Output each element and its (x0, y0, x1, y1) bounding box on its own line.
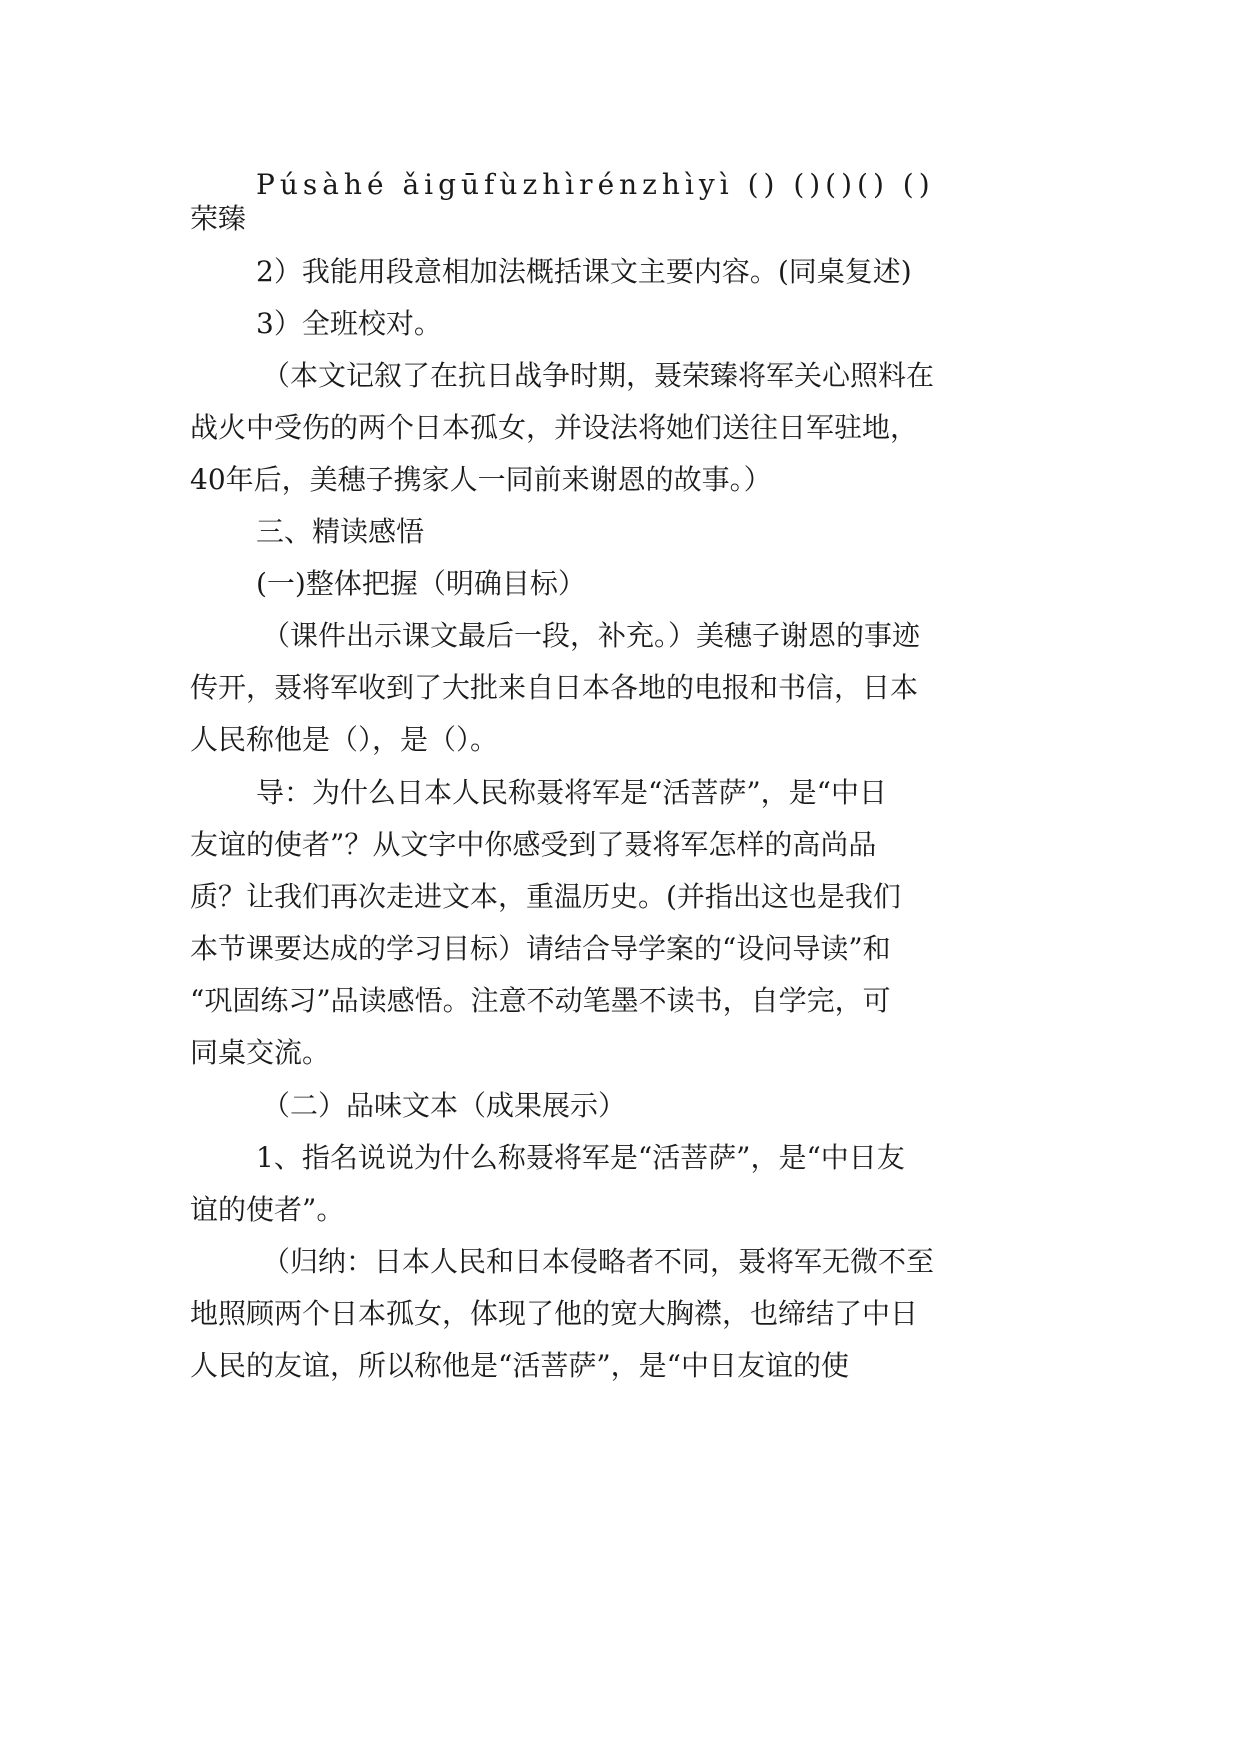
text-line: 荣臻 (190, 202, 247, 235)
text-line: 人民的友谊，所以称他是“活菩萨”，是“中日友谊的使 (190, 1349, 849, 1382)
text-line: 质？让我们再次走进文本，重温历史。(并指出这也是我们 (190, 880, 901, 913)
text-line: 战火中受伤的两个日本孤女，并设法将她们送往日军驻地， (190, 411, 919, 444)
subsection-heading: (一)整体把握（明确目标） (256, 567, 586, 600)
text-line: 谊的使者”。 (190, 1193, 345, 1226)
text-line: 本节课要达成的学习目标）请结合导学案的“设问导读”和 (190, 932, 891, 965)
text-line: “巩固练习”品读感悟。注意不动笔墨不读书，自学完，可 (190, 984, 891, 1017)
text-line: 地照顾两个日本孤女，体现了他的宽大胸襟，也缔结了中日 (190, 1297, 919, 1330)
subsection-heading: （二）品味文本（成果展示） (262, 1089, 627, 1122)
section-heading: 三、精读感悟 (256, 515, 425, 548)
text-line: 导：为什么日本人民称聂将军是“活菩萨”，是“中日 (256, 776, 887, 809)
text-line: （课件出示课文最后一段，补充。）美穗子谢恩的事迹 (262, 619, 921, 652)
text-line: 40年后，美穗子携家人一同前来谢恩的故事。） (190, 463, 772, 496)
text-line: 3）全班校对。 (256, 307, 442, 340)
text-line: （本文记叙了在抗日战争时期，聂荣臻将军关心照料在 (262, 359, 935, 392)
text-line: （归纳：日本人民和日本侵略者不同，聂将军无微不至 (262, 1245, 935, 1278)
text-line: 2）我能用段意相加法概括课文主要内容。(同桌复述) (256, 255, 912, 288)
text-line: 人民称他是（），是（）。 (190, 723, 499, 756)
text-line: 同桌交流。 (190, 1036, 331, 1069)
text-line: 1、指名说说为什么称聂将军是“活菩萨”，是“中日友 (256, 1141, 905, 1174)
text-line: 传开，聂将军收到了大批来自日本各地的电报和书信，日本 (190, 671, 919, 704)
pinyin-line: Púsàhé ǎigūfùzhìrénzhìyì () ()()() () (256, 168, 935, 201)
text-line: 友谊的使者”？从文字中你感受到了聂将军怎样的高尚品 (190, 828, 877, 861)
